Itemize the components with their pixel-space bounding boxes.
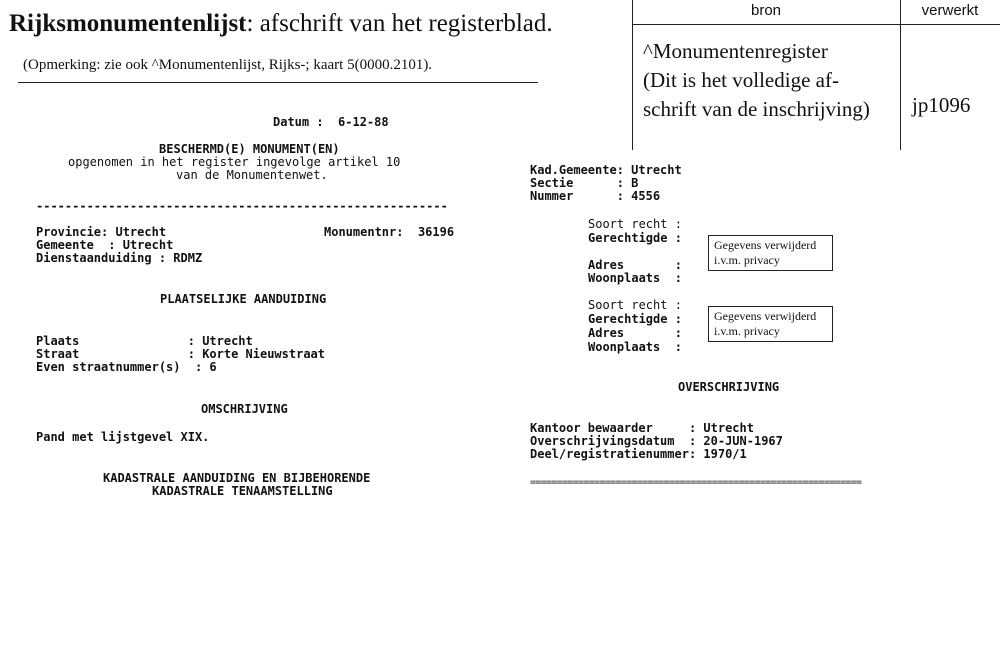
street-number-value: 6 [209,360,217,374]
source-text [643,37,870,124]
privacy-line: Gegevens verwijderd [714,238,817,252]
parcel-number-line [530,190,660,202]
street-line [36,348,325,360]
residence-label: Woonplaats : [588,271,682,285]
cadastral-heading-1: KADASTRALE AANDUIDING EN BIJBEHORENDE [103,471,371,485]
cadastral-municipality-line [530,164,682,176]
office-label: Kantoor bewaarder : [530,421,697,435]
residence-label: Woonplaats : [588,340,682,354]
section-line [530,177,638,189]
end-separator: ============================================================== [530,477,862,488]
address-label: Adres : [588,258,682,272]
description-text: Pand met lijstgevel XIX. [36,430,210,444]
place-label: Plaats : [36,334,195,348]
province-label: Provincie: [36,225,109,239]
title-rest: : afschrift van het registerblad. [246,10,553,37]
transfer-heading: OVERSCHRIJVING [678,380,780,394]
table-header-line [632,24,1000,25]
heading-register: opgenomen in het register ingevolge artikel 10 [68,155,401,169]
right-type-label: Soort recht : [588,217,682,231]
remark-note: (Opmerking: zie ook ^Monumentenlijst, Rijks-; kaart 5(0000.2101). [23,57,433,73]
privacy-line: i.v.m. privacy [714,324,780,338]
note-underline [18,82,538,83]
source-line: (Dit is het volledige af- [643,68,839,92]
privacy-notice [708,235,833,271]
transfer-date-label: Overschrijvingsdatum : [530,434,697,448]
column-header-processed: verwerkt [921,2,979,19]
address-label: Adres : [588,326,682,340]
heading-law: van de Monumentenwet. [176,168,328,182]
monument-number-line [324,226,454,238]
transfer-date-value: 20-JUN-1967 [703,434,783,448]
service-line [36,252,202,264]
date-value: 6-12-88 [338,115,389,129]
street-value: Korte Nieuwstraat [202,347,326,361]
heading-protected: BESCHERMD(E) MONUMENT(EN) [159,142,340,156]
place-line [36,335,253,347]
municipality-value: Utrecht [122,238,174,252]
service-label: Dienstaanduiding : [36,251,167,265]
register-value: 1970/1 [703,447,747,461]
province-line [36,226,166,238]
separator-line: --------------------------------------------------------- [36,199,448,213]
place-value: Utrecht [202,334,253,348]
source-line: schrift van de inschrijving) [643,97,870,121]
transfer-date-line [530,435,783,447]
title-bold: Rijksmonumentenlijst [9,10,247,37]
kad-label: Kad.Gemeente: [530,163,624,177]
privacy-line: i.v.m. privacy [714,253,780,267]
date-line [273,116,389,128]
service-value: RDMZ [173,251,203,265]
register-line [530,448,747,460]
street-number-label: Even straatnummer(s) : [36,360,203,374]
description-heading: OMSCHRIJVING [201,402,288,416]
parcel-value: 4556 [631,189,661,203]
municipality-line [36,239,173,251]
table-divider-left [632,0,633,150]
monument-label: Monumentnr: [324,225,404,239]
kad-value: Utrecht [631,163,682,177]
owner-label: Gerechtigde : [588,312,682,326]
processed-code: jp1096 [912,93,971,117]
cadastral-heading-2: KADASTRALE TENAAMSTELLING [152,484,333,498]
right-type-label: Soort recht : [588,298,682,312]
privacy-line: Gegevens verwijderd [714,309,817,323]
office-line [530,422,754,434]
source-line: ^Monumentenregister [643,39,828,63]
local-designation-heading: PLAATSELIJKE AANDUIDING [160,292,327,306]
section-label: Sectie : [530,176,624,190]
office-value: Utrecht [703,421,754,435]
column-header-source: bron [750,2,782,19]
table-divider-right [900,0,901,150]
date-label: Datum : [273,115,324,129]
monument-number: 36196 [417,225,455,239]
street-label: Straat : [36,347,195,361]
section-value: B [631,176,639,190]
parcel-label: Nummer : [530,189,624,203]
municipality-label: Gemeente : [36,238,116,252]
province-value: Utrecht [115,225,167,239]
owner-label: Gerechtigde : [588,231,682,245]
street-number-line [36,361,217,373]
privacy-notice [708,306,833,342]
register-label: Deel/registratienummer: [530,447,697,461]
document-title [9,10,553,38]
